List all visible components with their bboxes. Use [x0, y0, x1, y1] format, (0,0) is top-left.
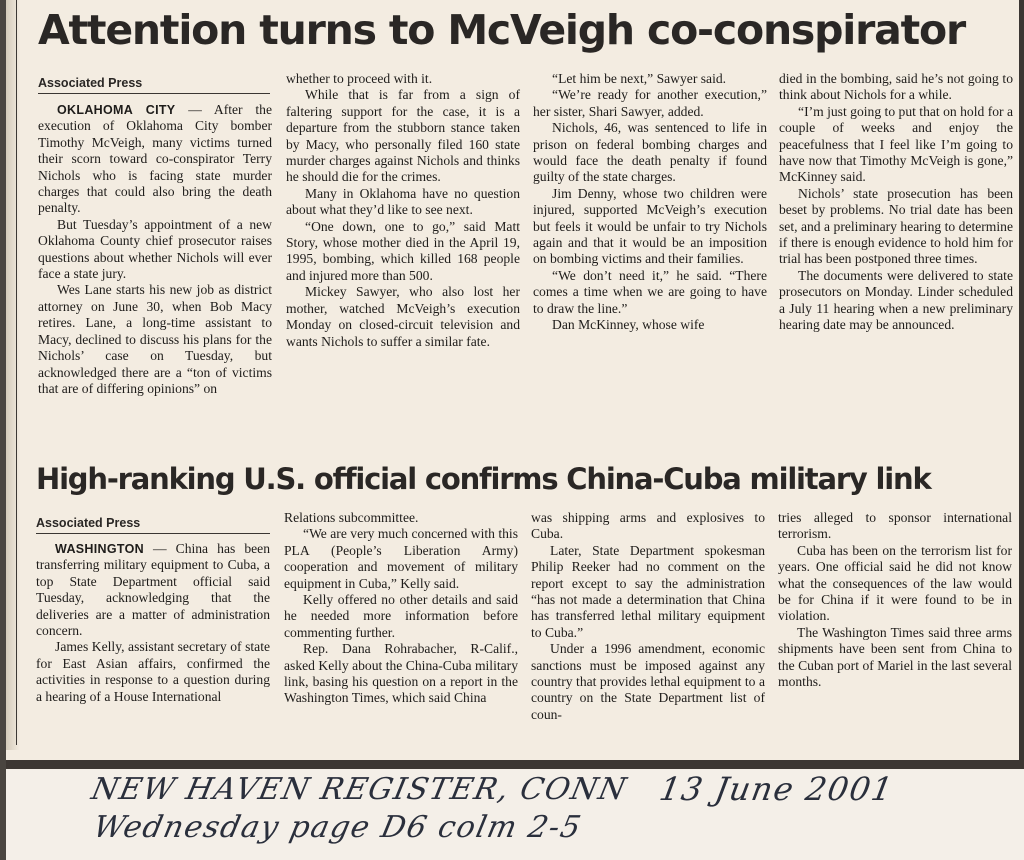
- story1-column-4: [779, 71, 1013, 334]
- story2-column-3: [531, 510, 765, 723]
- story1-column-1: [38, 102, 272, 397]
- story2-col3-para-2: Later, State Department spokesman Philip Reeker had no comment on the report except to say the administration “has not made a determination that China has transferred lethal military equipment to Cuba.”: [531, 542, 765, 640]
- story1-col3-para-5: “We don’t need it,” he said. “There comes a time when we are going to have to draw the line.”: [533, 267, 767, 316]
- story2-column-1: [36, 541, 270, 705]
- story2-col4-para-3: The Washington Times said three arms shipments have been sent from China to the Cuban port of Mariel in the last several months.: [778, 624, 1012, 690]
- story1-col3-para-1: “Let him be next,” Sawyer said.: [552, 71, 727, 86]
- story1-column-3: [533, 71, 767, 334]
- story1-col2-para-5: Mickey Sawyer, who also lost her mother, watched McVeigh’s execution Monday on closed-circuit television and wants Nichols to suffer a similar fate.: [286, 284, 520, 349]
- story2-dateline: WASHINGTON: [55, 542, 144, 556]
- clipping-shadow: [6, 0, 20, 750]
- story1-col2-para-2: While that is far from a sign of faltering support for the case, it is a departure from the stubborn stance taken by Macy, who personally filed 160 state murder charges against Nichols and thinks he should die for the crimes.: [286, 87, 520, 185]
- handwritten-date: 13 June 2001: [656, 770, 897, 808]
- story2-column-4: [778, 510, 1012, 690]
- story2-headline: High-ranking U.S. official confirms China-Cuba military link: [36, 462, 931, 496]
- story1-col2-para-4: “One down, one to go,” said Matt Story, whose mother died in the April 19, 1995, bombing, which killed 168 people and injured more than 500.: [286, 218, 520, 283]
- story1-headline: Attention turns to McVeigh co-conspirator: [38, 6, 966, 54]
- clipping-edge-line: [16, 0, 17, 745]
- story1-col4-para-1: died in the bombing, said he’s not going to think about Nichols for a while.: [779, 71, 1013, 103]
- handwritten-source: NEW HAVEN REGISTER, CONN: [88, 772, 631, 807]
- story2-byline-rule: [36, 533, 270, 534]
- story2-col3-para-3: Under a 1996 amendment, economic sanctions must be imposed against any country that provides lethal equipment to a country on the State Department list of coun-: [531, 641, 765, 722]
- story1-col3-para-3: Nichols, 46, was sentenced to life in prison on federal bombing charges and would face the death penalty if found guilty of the state charges.: [533, 120, 767, 185]
- story2-col3-para-1: was shipping arms and explosives to Cuba.: [531, 510, 765, 542]
- clipping-bottom-edge: [6, 760, 1024, 769]
- story1-col4-para-4: The documents were delivered to state prosecutors on Monday. Linder scheduled a July 11 hearing when a new preliminary hearing date may be announced.: [779, 267, 1013, 333]
- story1-col1-para-2: But Tuesday’s appointment of a new Oklahoma County chief prosecutor raises questions about whether Nichols will ever face a state jury.: [38, 216, 272, 282]
- story1-col4-para-2: “I’m just going to put that on hold for a couple of weeks and enjoy the peacefulness that I feel like I’m going to have now that Timothy McVeigh is gone,” McKinney said.: [779, 103, 1013, 185]
- story1-col3-para-6: Dan McKinney, whose wife: [552, 317, 705, 333]
- story2-col2-para-3: Kelly offered no other details and said he needed more information before commenting further.: [284, 592, 518, 640]
- story2-col1-para-2: James Kelly, assistant secretary of state for East Asian affairs, confirmed the activities in response to a question during a hearing of a House International: [36, 639, 270, 704]
- story1-col2-para-3: Many in Oklahoma have no question about what they’d like to see next.: [286, 185, 520, 218]
- story2-col2-para-4: Rep. Dana Rohrabacher, R-Calif., asked Kelly about the China-Cuba military link, basing his question on a report in the Washington Times, which said China: [284, 641, 518, 706]
- handwritten-page-ref: Wednesday page D6 colm 2-5: [90, 810, 586, 845]
- story2-col2-para-1: Relations subcommittee.: [284, 510, 419, 525]
- story1-byline: Associated Press: [38, 76, 143, 90]
- story1-dateline: OKLAHOMA CITY: [57, 103, 176, 117]
- story2-col1-para-1: WASHINGTON — China has been transferring military equipment to Cuba, a top State Department official said Tuesday, acknowledging that the deliveries are a matter of administration concern.: [36, 541, 270, 639]
- story2-col2-para-2: “We are very much concerned with this PLA (People’s Liberation Army) cooperation and movement of military equipment in Cuba,” Kelly said.: [284, 526, 518, 591]
- story1-col2-para-1: whether to proceed with it.: [286, 71, 433, 86]
- story1-column-2: [286, 71, 520, 350]
- story1-col1-para-3: Wes Lane starts his new job as district attorney on June 30, when Bob Macy retires. Lane, a long-time assistant to Macy, declined to discuss his plans for the Nichols’ case on Tuesday, but acknowledged there are a “ton of victims that are of differing opinions” on: [38, 282, 272, 396]
- story1-col1-para-1: OKLAHOMA CITY — After the execution of Oklahoma City bomber Timothy McVeigh, many victims turned their scorn toward co-conspirator Terry Nichols who is facing state murder charges that could also bring the death penalty.: [38, 102, 273, 216]
- page-right-edge: [1019, 0, 1024, 770]
- story1-col4-para-3: Nichols’ state prosecution has been beset by problems. No trial date has been set, and a preliminary hearing to determine if there is enough evidence to hold him for trial has been postponed three times.: [779, 185, 1013, 267]
- story2-col4-para-1: tries alleged to sponsor international terrorism.: [778, 510, 1012, 542]
- story2-byline: Associated Press: [36, 516, 141, 530]
- story2-col4-para-2: Cuba has been on the terrorism list for years. One official said he did not know what the consequences of the law would be for China if it were found to be in violation.: [778, 542, 1012, 624]
- story1-col3-para-2: “We’re ready for another execution,” her sister, Shari Sawyer, added.: [533, 87, 767, 119]
- story1-col3-para-4: Jim Denny, whose two children were injured, supported McVeigh’s execution but feels it would be unfair to try Nichols again and that it would be an imposition on bombing victims and their families.: [533, 185, 767, 267]
- story1-byline-rule: [38, 93, 270, 94]
- story2-column-2: [284, 510, 518, 707]
